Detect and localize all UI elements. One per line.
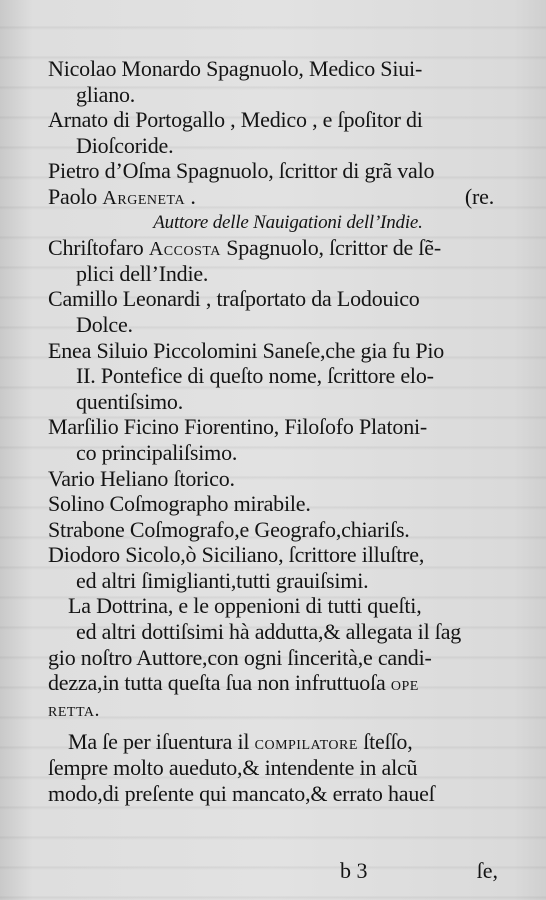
text-line xyxy=(48,593,518,619)
text-line xyxy=(48,338,518,364)
line-text: La Dottrina, e le oppenioni di tutti queſti, xyxy=(68,593,422,619)
line-text: Pietro d’Oſma Spagnuolo, ſcrittor di grã valo xyxy=(48,158,435,184)
line-text: Arnato di Portogallo , Medico , e ſpoſitor di xyxy=(48,107,423,133)
line-text: ſteſſo, xyxy=(357,729,413,755)
text-line xyxy=(48,781,518,807)
text-line xyxy=(48,517,518,543)
line-text: Nicolao Monardo Spagnuolo, Medico Siui- xyxy=(48,56,423,81)
text-line xyxy=(48,82,518,108)
line-text: Camillo Leonardi , traſportato da Lodouico xyxy=(48,286,420,312)
text-line xyxy=(48,133,518,159)
text-line xyxy=(48,645,518,671)
line-text-smallcaps: ope xyxy=(390,673,419,696)
text-line xyxy=(48,235,518,261)
line-text: Chriſtofaro xyxy=(48,235,149,261)
line-text: ed altri dottiſsimi hà addutta,& allegata il ſag xyxy=(76,619,462,645)
text-line xyxy=(48,56,518,82)
text-line xyxy=(48,466,518,492)
text-line xyxy=(48,107,518,133)
text-line xyxy=(48,696,518,722)
line-text: quentiſsimo. xyxy=(76,388,183,414)
line-text: Enea Siluio Piccolomini Saneſe,che gia fu Pio xyxy=(48,337,445,363)
text-line xyxy=(48,440,518,466)
text-line xyxy=(48,568,518,594)
text-line xyxy=(48,389,518,415)
text-line xyxy=(48,414,518,440)
line-text: II. Pontefice di queſto nome, ſcrittore elo- xyxy=(76,363,434,389)
line-text: gio noſtro Auttore,con ogni ſincerità,e candi- xyxy=(48,644,432,670)
text-line xyxy=(48,491,518,517)
line-text: Dolce. xyxy=(76,311,133,337)
text-line xyxy=(48,363,518,389)
catchword: ſe, xyxy=(476,858,498,883)
line-text-smallcaps: Accoſta xyxy=(148,238,221,261)
line-text: Paolo xyxy=(48,183,103,209)
line-text: modo,di preſente qui mancato,& errato haueſ xyxy=(48,780,435,806)
signature-mark: b 3 xyxy=(340,858,368,883)
text-line xyxy=(48,184,518,210)
text-line xyxy=(48,312,518,338)
line-text: ſempre molto aueduto,& intendente in alcũ xyxy=(48,755,418,781)
line-text: Diodoro Sicolo,ò Siciliano, ſcrittore illuſtre, xyxy=(48,542,425,568)
text-line xyxy=(48,755,518,781)
line-text: . xyxy=(185,183,196,209)
line-text: Strabone Coſmografo,e Geografo,chiariſs. xyxy=(48,516,410,542)
line-text-smallcaps: Argeneta xyxy=(102,186,186,209)
text-line xyxy=(48,729,518,755)
line-text: Solino Coſmographo mirabile. xyxy=(48,491,311,517)
text-line xyxy=(48,542,518,568)
line-text: gliano. xyxy=(76,81,136,107)
line-text: co principaliſsimo. xyxy=(76,439,238,465)
section-heading xyxy=(48,210,518,236)
text-line xyxy=(48,158,518,184)
line-text: plici dell’Indie. xyxy=(76,260,209,286)
line-text: dezza,in tutta queſta ſua non infruttuoſa xyxy=(48,670,391,696)
text-line xyxy=(48,286,518,312)
turnover-text: (re. xyxy=(464,183,494,209)
line-text: Dioſcoride. xyxy=(76,132,174,158)
text-line xyxy=(48,670,518,696)
line-text: Marſilio Ficino Fiorentino, Filoſofo Platoni- xyxy=(48,414,428,440)
line-text: ed altri ſimiglianti,tutti grauiſsimi. xyxy=(76,567,369,593)
page-footer xyxy=(48,858,518,884)
text-line xyxy=(48,261,518,287)
text-line xyxy=(48,619,518,645)
line-text-smallcaps: compilatore xyxy=(254,732,358,755)
line-text-smallcaps: retta. xyxy=(48,698,100,721)
page-body-text xyxy=(48,56,518,806)
line-text: Vario Heliano ſtorico. xyxy=(48,465,235,491)
line-text: Ma ſe per iſuentura il xyxy=(68,729,255,755)
line-text: Spagnuolo, ſcrittor de ſẽ- xyxy=(220,235,441,261)
heading-text: Auttore delle Nauigationi dell’Indie. xyxy=(153,211,423,233)
